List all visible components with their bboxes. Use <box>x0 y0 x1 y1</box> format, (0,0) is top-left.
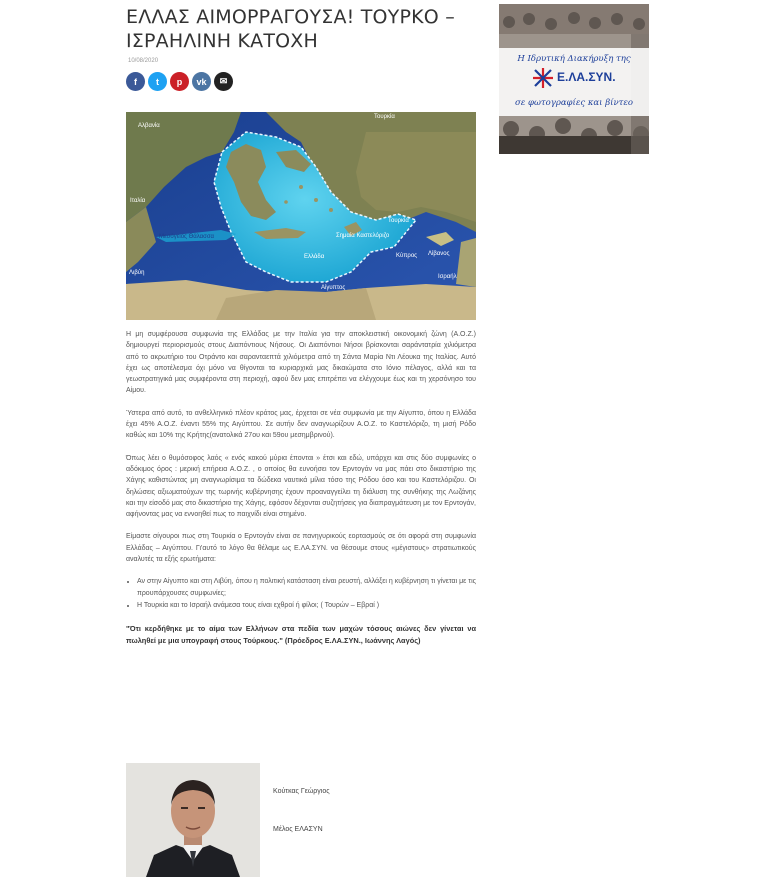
map-label-turkey: Τουρκία <box>388 218 409 224</box>
declaration-banner[interactable] <box>499 4 649 154</box>
twitter-icon: t <box>156 76 159 87</box>
facebook-share-button[interactable] <box>126 72 145 91</box>
map-label-albania: Αλβανία <box>138 123 160 129</box>
author-name: Κούτκας Γεώργιος <box>273 788 330 795</box>
map-label-israel: Ισραήλ <box>438 274 457 280</box>
list-item: • Η Τουρκία και το Ισραήλ ανάμεσα τους είναι εχθροί ή φίλοι; ( Τουρών – Εβραί ) <box>137 600 476 611</box>
author-role: Μέλος ΕΛΑΣΥΝ <box>273 826 323 833</box>
elasyn-logo-icon <box>532 67 554 89</box>
map-label-lebanon: Λίβανος <box>428 251 450 257</box>
map-label-mediterranean: Μεσόγειος Θάλασσα <box>159 234 215 240</box>
facebook-icon: f <box>134 76 137 87</box>
twitter-share-button[interactable] <box>148 72 167 91</box>
article-column <box>126 0 476 646</box>
question-list <box>126 576 476 611</box>
map-label-turkey-top: Τουρκία <box>374 114 395 120</box>
article-body <box>126 329 476 658</box>
vk-share-button[interactable] <box>192 72 211 91</box>
banner-brand: Ε.ΛΑ.ΣΥΝ. <box>557 70 616 84</box>
map-label-greece: Ελλάδα <box>304 254 325 260</box>
banner-line-1: Η Ιδρυτική Διακήρυξη της <box>517 54 631 64</box>
pinterest-icon: p <box>176 76 183 87</box>
list-item: • Αν στην Αίγυπτο και στη Λιβύη, όπου η πολιτική κατάσταση είναι ρευστή, αλλάξει η κυβέρνηση τι γίνεται με τις προυπάρχουσες συμφωνίες; <box>137 576 476 599</box>
article-date: 10/08/2020 <box>128 58 159 64</box>
paragraph: Όπως λέει ο θυμόσοφος λαός « ενός κακού μύρια έπονται » έτσι και εδώ, υπάρχει και στις δύο συμφωνίες ο αδόκιμος όρος : μερική επήρεια Α.Ο.Ζ. , ο οποίος θα ευνοήσει τον Ερντογάν να μας πάει στο δικαστήριο της Χάγης καθιστώντας μη αναγνωρίσιμα τα δώδεκα ναυτικά μίλια τόσο της Ρόδου όσο και του Καστελόριζου. Οι δηλώσεις αξιωματούχων της τωρινής κυβέρνησης έχουν προαναγγείλει τη διάλυση της συνθήκης της Λωζάνης και την είσοδό μας στο δικαστήριο της Χάγης, εφόσον δέχονται συζητήσεις για διαπραγμάτευση με τον Ερντογάν, αφήνοντας μας να εννοηθεί πως το παιχνίδι είναι στημένο. <box>126 454 476 519</box>
map-label-cyprus: Κύπρος <box>396 253 418 259</box>
paragraph: Ύστερα από αυτό, το ανθελληνικό πλέον κράτος μας, έρχεται σε νέα συμφωνία με την Αίγυπτο, όπου η Ελλάδα έχει 45% Α.Ο.Ζ. έναντι 55% της Αιγύπτου. Σε αυτήν δεν αναγνωρίζουν Α.Ο.Ζ. το Καστελόριζο, τη μισή Ρόδο καθώς και 10% της Κρήτης(ανατολικά 27ου και 59ου μεσημβρινού). <box>126 409 476 440</box>
author-photo <box>126 763 260 877</box>
article-title: ΕΛΛΑΣ ΑΙΜΟΡΡΑΓΟΥΣΑ! ΤΟΥΡΚΟ – ΙΣΡΑΗΛΙΝΗ ΚΑΤΟΧΗ <box>126 6 455 52</box>
vk-icon: vk <box>196 76 207 87</box>
map-label-libya: Λιβύη <box>129 270 145 276</box>
paragraph: Είμαστε σίγουροι πως στη Τουρκία ο Ερντογάν είναι σε πανηγυρικούς εορτασμούς σε ότι αφορά στη συμφωνία Ελλάδας – Αιγύπτου. Γι'αυτό το λόγο θα θέλαμε ως Ε.ΛΑ.ΣΥΝ. να θέσουμε στους «μέγιστους» στρατιωτικούς αναλυτές τα εξής ερωτήματα: <box>126 533 476 564</box>
author-box <box>126 763 476 877</box>
email-icon: ✉ <box>219 76 228 86</box>
banner-line-3: σε φωτογραφίες και βίντεο <box>514 98 634 108</box>
map-label-kastellorizo: Σημαία Καστελόριζο <box>336 233 390 239</box>
president-quote: "Ότι κερδήθηκε με το αίμα των Ελλήνων στα πεδία των μαχών τόσους αιώνες δεν γίνεται να πωληθεί με μια υπογραφή στους Τούρκους." (Πρόεδρος Ε.ΛΑ.ΣΥΝ., Ιωάννης Λαγός) <box>126 624 476 646</box>
map-image <box>126 112 476 320</box>
pinterest-share-button[interactable] <box>170 72 189 91</box>
map-label-egypt: Αίγυπτος <box>321 285 346 291</box>
paragraph: Η μη συμφέρουσα συμφωνία της Ελλάδας με την Ιταλία για την αποκλειστική οικονομική ζώνη (Α.Ο.Ζ.) δημιουργεί περιορισμούς στους Διαπόντιους Νήσους. Οι Διαπόντιοι Νήσοι βρίσκονται σαράντατρία χιλιόμετρα από το ακρωτήριο του Οτράντο και σαρανταεπτά χιλιόμετρα από τη Σάντα Μαρία Ντι Λέουκα της Ιταλίας. Αυτό έχει ως αποτέλεσμα όχι μόνο να θίγονται τα κυριαρχικά μας δικαιώματα στο Ιόνιο πέλαγος, αλλά και τα γεωστρατηγικά μας συμφέροντα στη περιοχή, αφού δεν μας επιτρέπει να ελέγχουμε έως και τη χερσόνησο του Αίμου. <box>126 331 476 395</box>
share-buttons <box>126 72 476 91</box>
map-label-italy: Ιταλία <box>130 198 146 204</box>
email-share-button[interactable] <box>214 72 233 91</box>
